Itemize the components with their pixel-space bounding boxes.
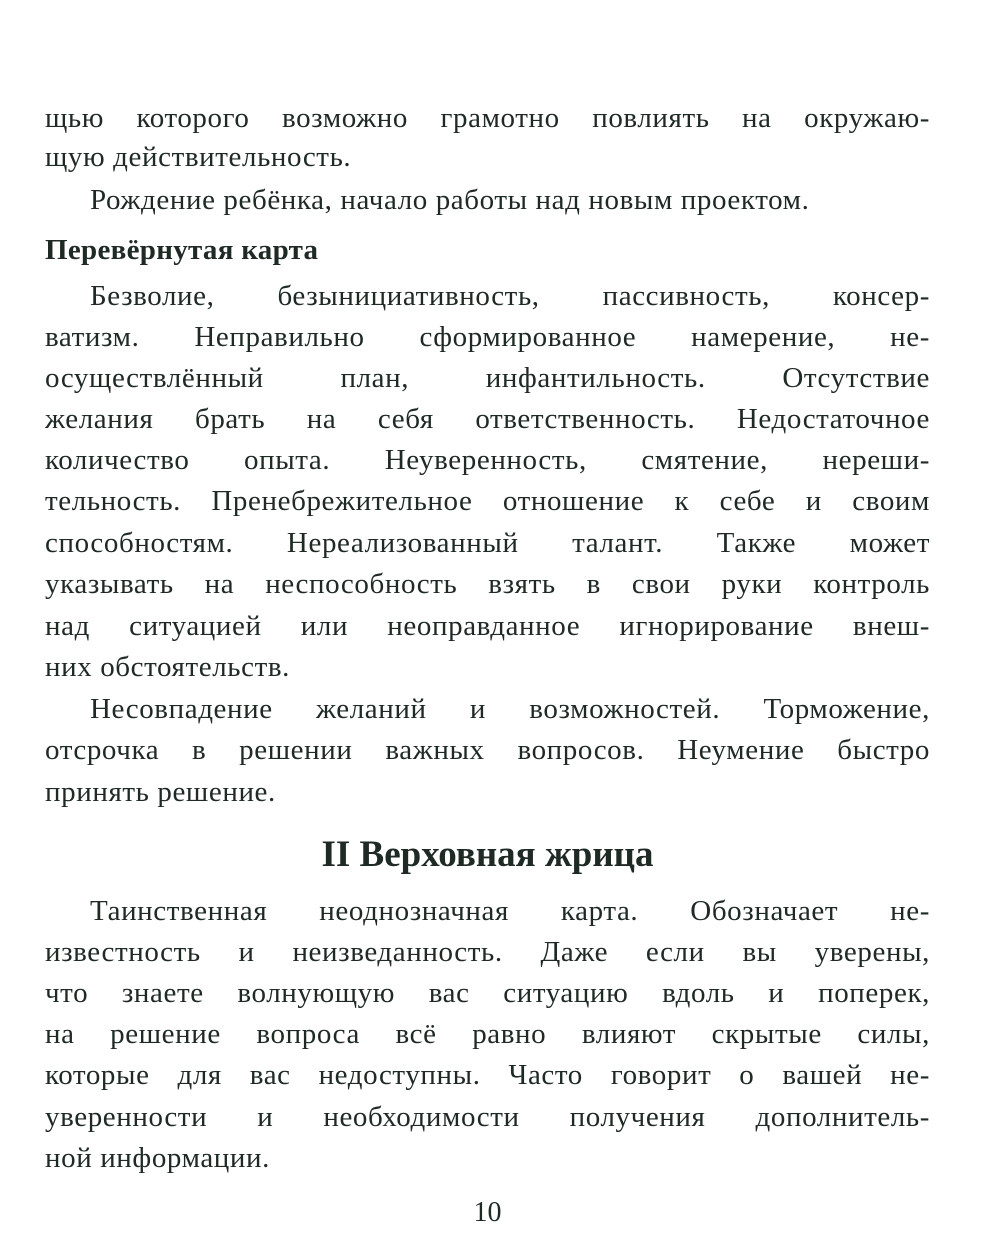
text-line: уверенности и необходимости получения дополнитель-	[45, 1101, 930, 1133]
text-line: что знаете волнующую вас ситуацию вдоль и поперек,	[45, 977, 930, 1009]
section-heading: II Верховная жрица	[321, 834, 654, 875]
text-line: желания брать на себя ответственность. Недостаточное	[45, 403, 930, 435]
text-line: них обстоятельств.	[45, 651, 291, 683]
text-line: которые для вас недоступны. Часто говорит о вашей не-	[45, 1059, 930, 1091]
text-line: ватизм. Неправильно сформированное намерение, не-	[45, 321, 930, 353]
text-line: количество опыта. Неуверенность, смятение, нереши-	[45, 444, 930, 476]
text-line: щую действительность.	[45, 141, 352, 173]
text-line: осуществлённый план, инфантильность. Отсутствие	[45, 362, 930, 394]
text-line: известность и неизведанность. Даже если вы уверены,	[45, 936, 930, 968]
text-line: на решение вопроса всё равно влияют скрытые силы,	[45, 1018, 930, 1050]
text-line: Рождение ребёнка, начало работы над новым проектом.	[90, 184, 810, 216]
text-line: принять решение.	[45, 776, 276, 808]
text-line: способностям. Нереализованный талант. Также может	[45, 527, 930, 559]
page-number: 10	[473, 1197, 502, 1228]
subheading-reversed-card: Перевёрнутая карта	[45, 234, 319, 266]
text-line: тельность. Пренебрежительное отношение к себе и своим	[45, 485, 930, 517]
text-line: отсрочка в решении важных вопросов. Неумение быстро	[45, 734, 930, 766]
text-line: Безволие, безынициативность, пассивность, консер-	[90, 280, 930, 312]
text-line: над ситуацией или неоправданное игнорирование внеш-	[45, 610, 930, 642]
text-line: Таинственная неоднозначная карта. Обозначает не-	[90, 895, 930, 927]
text-line: указывать на неспособность взять в свои руки контроль	[45, 568, 930, 600]
text-line: ной информации.	[45, 1142, 271, 1174]
text-line: Несовпадение желаний и возможностей. Торможение,	[90, 693, 930, 725]
text-line: щью которого возможно грамотно повлиять на окружаю-	[45, 102, 930, 134]
